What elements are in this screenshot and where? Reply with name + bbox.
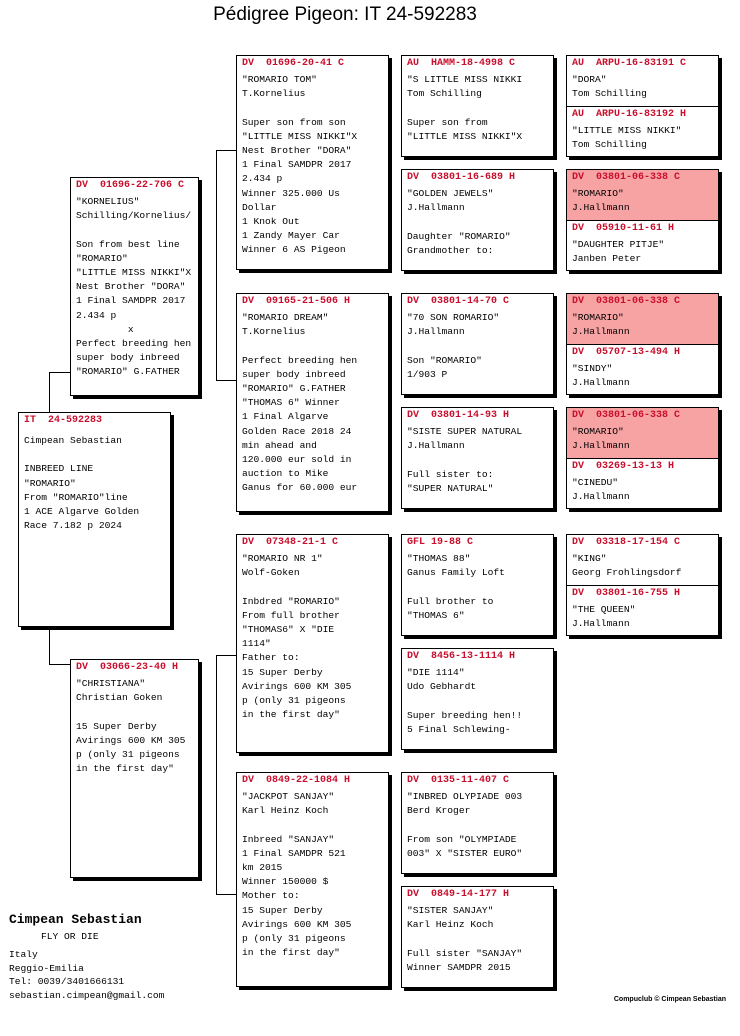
pigeon-details: "KING" Georg Frohlingsdorf <box>572 553 682 579</box>
connector-line <box>216 655 217 895</box>
connector-line <box>216 150 217 380</box>
great-grandparent-card <box>401 407 554 509</box>
footer-credit: Compuclub © Cimpean Sebastian <box>613 996 726 1003</box>
ancestor-pair-card <box>566 534 719 636</box>
ancestor-lower <box>567 586 718 631</box>
pigeon-details: "CINEDU" J.Hallmann <box>572 477 630 503</box>
ancestor-upper-highlight <box>567 408 718 458</box>
ring-number: DV 8456-13-1114 H <box>407 651 516 662</box>
ring-number: DV 0849-22-1084 H <box>242 775 351 786</box>
pigeon-details: "S LITTLE MISS NIKKI Tom Schilling Super son from "LITTLE MISS NIKKI"X <box>407 74 523 142</box>
great-grandparent-card <box>401 169 554 271</box>
ring-number: DV 07348-21-1 C <box>242 537 339 548</box>
ring-number: DV 09165-21-506 H <box>242 296 351 307</box>
grandparent-card <box>236 55 389 270</box>
pigeon-details: "LITTLE MISS NIKKI" Tom Schilling <box>572 125 682 151</box>
pigeon-details: "THE QUEEN" J.Hallmann <box>572 604 636 630</box>
pigeon-details: "SISTE SUPER NATURAL J.Hallmann Full sister to: "SUPER NATURAL" <box>407 426 523 494</box>
great-grandparent-card <box>401 55 554 157</box>
pigeon-details: "INBRED OLYPIADE 003 Berd Kroger From son "OLYMPIADE 003" X "SISTER EURO" <box>407 791 523 859</box>
page-title: Pédigree Pigeon: IT 24-592283 <box>213 4 477 25</box>
ancestor-pair-card <box>566 407 719 509</box>
owner-city: Reggio-Emilia <box>9 962 84 974</box>
ring-number: DV 03269-13-13 H <box>572 461 675 472</box>
ring-number: DV 03801-14-93 H <box>407 410 510 421</box>
great-grandparent-card <box>401 772 554 874</box>
pigeon-details: "THOMAS 88" Ganus Family Loft Full brother to "THOMAS 6" <box>407 553 505 621</box>
ring-number: DV 01696-22-706 C <box>76 180 185 191</box>
ring-number: DV 03801-14-70 C <box>407 296 510 307</box>
pigeon-details: "GOLDEN JEWELS" J.Hallmann Daughter "ROMARIO" Grandmother to: <box>407 188 511 256</box>
ring-number: AU HAMM-18-4998 C <box>407 58 516 69</box>
pigeon-details: "ROMARIO" J.Hallmann <box>572 426 630 452</box>
ancestor-upper-highlight <box>567 294 718 344</box>
owner-email: sebastian.cimpean@gmail.com <box>9 989 165 1001</box>
pigeon-details: "ROMARIO" J.Hallmann <box>572 188 630 214</box>
great-grandparent-card <box>401 648 554 750</box>
owner-info <box>9 912 164 1002</box>
ring-number: AU ARPU-16-83191 C <box>572 58 687 69</box>
pigeon-details: "KORNELIUS" Schilling/Kornelius/ Son from best line "ROMARIO" "LITTLE MISS NIKKI"X Nest Brother "DORA" 1 Final SAMDPR 2017 2.434 p x Perfect breeding hen super body inbreed "ROMARIO" G.FATHER <box>76 196 192 378</box>
great-grandparent-card <box>401 293 554 395</box>
ancestor-lower <box>567 459 718 504</box>
sire-card <box>70 177 199 396</box>
connector-line <box>216 655 236 656</box>
ring-number: DV 01696-20-41 C <box>242 58 345 69</box>
ring-number: DV 03066-23-40 H <box>76 662 179 673</box>
pigeon-details: "ROMARIO NR 1" Wolf-Goken Inbdred "ROMARIO" From full brother "THOMAS6" X "DIE 1114" Father to: 15 Super Derby Avirings 600 KM 305 p (only 31 pigeons in the first day" <box>242 553 352 721</box>
pigeon-details: "DORA" Tom Schilling <box>572 74 647 100</box>
grandparent-card <box>236 293 389 512</box>
dam-card <box>70 659 199 878</box>
ancestor-pair-card <box>566 55 719 157</box>
pigeon-details: "ROMARIO TOM" T.Kornelius Super son from son "LITTLE MISS NIKKI"X Nest Brother "DORA" 1 Final SAMDPR 2017 2.434 p Winner 325.000 Us Dollar 1 Knok Out 1 Zandy Mayer Car Winner 6 AS Pigeon <box>242 74 358 256</box>
ring-number: GFL 19-88 C <box>407 537 474 548</box>
ring-number: DV 03801-16-755 H <box>572 588 681 599</box>
ancestor-pair-card <box>566 293 719 395</box>
ring-number: DV 0135-11-407 C <box>407 775 510 786</box>
ancestor-pair-card <box>566 169 719 271</box>
pigeon-details: "DAUGHTER PITJE" Janben Peter <box>572 239 665 265</box>
ring-number: DV 0849-14-177 H <box>407 889 510 900</box>
ring-number: IT 24-592283 <box>24 415 103 426</box>
pigeon-details: Cimpean Sebastian INBREED LINE "ROMARIO" From "ROMARIO"line 1 ACE Algarve Golden Race 7.182 p 2024 <box>24 435 140 532</box>
ring-number: DV 03801-06-338 C <box>572 296 681 307</box>
great-grandparent-card <box>401 534 554 636</box>
ring-number: DV 03801-06-338 C <box>572 172 681 183</box>
connector-line <box>216 894 236 895</box>
pigeon-details: "ROMARIO" J.Hallmann <box>572 312 630 338</box>
ancestor-upper-highlight <box>567 170 718 220</box>
pigeon-details: "SINDY" J.Hallmann <box>572 363 630 389</box>
grandparent-card <box>236 534 389 753</box>
ancestor-lower <box>567 345 718 390</box>
connector-line <box>49 372 50 414</box>
ancestor-lower <box>567 221 718 266</box>
connector-line <box>49 372 70 373</box>
ring-number: DV 03801-16-689 H <box>407 172 516 183</box>
ancestor-lower <box>567 107 718 152</box>
owner-country: Italy <box>9 949 38 960</box>
owner-motto: FLY OR DIE <box>41 931 99 942</box>
pigeon-details: "70 SON ROMARIO" J.Hallmann Son "ROMARIO" 1/903 P <box>407 312 500 380</box>
owner-phone: Tel: 0039/3401666131 <box>9 976 125 987</box>
connector-line <box>216 150 236 151</box>
connector-line <box>216 380 236 381</box>
connector-line <box>49 664 70 665</box>
ring-number: DV 03318-17-154 C <box>572 537 681 548</box>
pigeon-details: "CHRISTIANA" Christian Goken 15 Super Derby Avirings 600 KM 305 p (only 31 pigeons in the first day" <box>76 678 186 775</box>
ring-number: DV 05707-13-494 H <box>572 347 681 358</box>
connector-line <box>49 627 50 665</box>
great-grandparent-card <box>401 886 554 988</box>
grandparent-card <box>236 772 389 987</box>
pigeon-details: "DIE 1114" Udo Gebhardt Super breeding hen!! 5 Final Schlewing- <box>407 667 523 735</box>
subject-pigeon-card <box>18 412 171 627</box>
ring-number: DV 03801-06-338 C <box>572 410 681 421</box>
pigeon-details: "ROMARIO DREAM" T.Kornelius Perfect breeding hen super body inbreed "ROMARIO" G.FATHER "THOMAS 6" Winner 1 Final Algarve Golden Race 2018 24 min ahead and 120.000 eur sold in auction to Mike Ganus for 60.000 eur <box>242 312 358 494</box>
owner-name: Cimpean Sebastian <box>9 912 142 927</box>
ring-number: AU ARPU-16-83192 H <box>572 109 687 120</box>
pigeon-details: "SISTER SANJAY" Karl Heinz Koch Full sister "SANJAY" Winner SAMDPR 2015 <box>407 905 523 973</box>
pigeon-details: "JACKPOT SANJAY" Karl Heinz Koch Inbreed "SANJAY" 1 Final SAMDPR 521 km 2015 Winner 150000 $ Mother to: 15 Super Derby Avirings 600 KM 305 p (only 31 pigeons in the first day" <box>242 791 352 959</box>
ring-number: DV 05910-11-61 H <box>572 223 675 234</box>
